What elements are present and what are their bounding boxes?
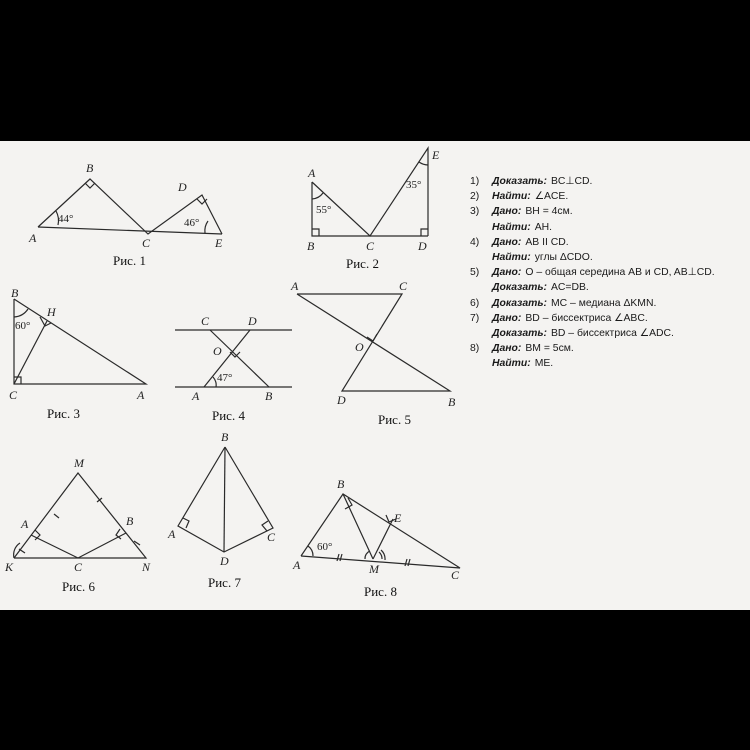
fig4-label-d: D xyxy=(248,314,257,328)
fig1-label-b: B xyxy=(86,161,94,175)
task-keyword: Дано: xyxy=(492,343,522,355)
task-continuation xyxy=(470,280,745,295)
fig1-label-a: A xyxy=(29,231,37,245)
fig6-label-m: M xyxy=(74,456,84,470)
fig8-label-e: E xyxy=(394,511,402,525)
figure-3 xyxy=(9,286,146,421)
fig6-label-b: B xyxy=(126,514,134,528)
fig2-angle-a: 55° xyxy=(316,204,332,216)
fig7-caption: Рис. 7 xyxy=(208,575,241,590)
task-keyword: Найти: xyxy=(492,252,531,264)
fig3-label-c: C xyxy=(9,388,18,402)
task-keyword: Дано: xyxy=(492,312,522,324)
figure-1 xyxy=(28,161,223,268)
fig7-label-a: A xyxy=(168,527,176,541)
fig2-label-c: C xyxy=(366,239,375,253)
fig4-label-a: A xyxy=(192,389,200,403)
figure-8 xyxy=(292,477,460,599)
fig8-label-b: B xyxy=(337,477,345,491)
task-text: AH. xyxy=(534,221,553,233)
task-keyword: Доказать: xyxy=(492,282,547,294)
fig6-label-k: K xyxy=(5,560,14,574)
fig1-caption: Рис. 1 xyxy=(113,253,146,268)
fig2-label-b: B xyxy=(307,239,315,253)
task-text: ∠ACE. xyxy=(534,191,569,203)
fig2-label-e: E xyxy=(432,148,440,162)
task-number: 8) xyxy=(470,343,480,355)
task-item xyxy=(470,189,745,204)
task-number: 5) xyxy=(470,267,480,279)
fig4-label-b: B xyxy=(265,389,273,403)
task-text: O – общая середина AB и CD, AB⊥CD. xyxy=(525,267,715,279)
task-keyword: Найти: xyxy=(492,358,531,370)
task-item xyxy=(470,235,745,250)
task-number: 4) xyxy=(470,236,480,248)
task-list xyxy=(470,174,745,372)
fig7-label-b: B xyxy=(221,430,229,444)
fig6-label-n: N xyxy=(142,560,151,574)
fig6-caption: Рис. 6 xyxy=(62,579,95,594)
fig5-label-d: D xyxy=(337,393,346,407)
worksheet-page xyxy=(0,141,750,610)
task-number: 7) xyxy=(470,312,480,324)
task-text: ME. xyxy=(534,358,554,370)
fig1-label-d: D xyxy=(178,180,187,194)
fig1-angle-e: 46° xyxy=(184,217,200,229)
fig3-caption: Рис. 3 xyxy=(47,406,80,421)
task-text: BC⊥CD. xyxy=(550,176,593,187)
fig3-label-b: B xyxy=(11,286,19,300)
task-keyword: Дано: xyxy=(492,206,522,218)
task-continuation xyxy=(470,250,745,265)
task-continuation xyxy=(470,220,745,235)
fig8-label-m: M xyxy=(369,562,379,576)
fig5-label-o: O xyxy=(355,340,364,354)
fig7-label-d: D xyxy=(220,554,229,568)
fig7-label-c: C xyxy=(267,530,276,544)
fig4-angle: 47° xyxy=(217,372,233,384)
task-text: BD – биссектриса ∠ADC. xyxy=(550,328,674,340)
task-text: BH = 4см. xyxy=(525,206,573,218)
task-keyword: Найти: xyxy=(492,221,531,233)
task-item xyxy=(470,174,745,189)
fig3-angle-b: 60° xyxy=(15,320,31,332)
fig2-caption: Рис. 2 xyxy=(346,256,379,271)
task-keyword: Доказать: xyxy=(492,297,547,309)
task-number: 3) xyxy=(470,206,480,218)
figure-5 xyxy=(290,279,456,427)
task-text: BD – биссектриса ∠ABC. xyxy=(525,312,648,324)
task-item xyxy=(470,265,745,280)
fig5-label-c: C xyxy=(399,279,408,293)
task-item xyxy=(470,341,745,356)
fig5-caption: Рис. 5 xyxy=(378,412,411,427)
fig1-label-e: E xyxy=(215,236,223,250)
fig5-label-a: A xyxy=(291,279,299,293)
task-continuation xyxy=(470,356,745,371)
task-keyword: Доказать: xyxy=(492,328,547,340)
fig8-caption: Рис. 8 xyxy=(364,584,397,599)
fig1-label-c: C xyxy=(142,236,151,250)
fig4-label-c: C xyxy=(201,314,210,328)
task-text: углы ΔCDO. xyxy=(534,252,593,264)
fig8-label-c: C xyxy=(451,568,460,582)
task-keyword: Найти: xyxy=(492,191,531,203)
fig3-label-h: H xyxy=(47,305,56,319)
fig6-label-a: A xyxy=(21,517,29,531)
task-number: 1) xyxy=(470,176,480,187)
task-keyword: Доказать: xyxy=(492,176,547,187)
fig6-label-c: C xyxy=(74,560,83,574)
task-item xyxy=(470,311,745,326)
task-text: MC – медиана ΔKMN. xyxy=(550,297,657,309)
fig2-label-d: D xyxy=(418,239,427,253)
task-keyword: Дано: xyxy=(492,267,522,279)
figure-2 xyxy=(307,148,440,271)
task-number: 2) xyxy=(470,191,480,203)
task-text: AB II CD. xyxy=(525,236,569,248)
task-text: AC=DB. xyxy=(550,282,589,294)
task-text: BM = 5см. xyxy=(525,343,574,355)
fig1-angle-a: 44° xyxy=(58,213,74,225)
fig8-label-a: A xyxy=(293,558,301,572)
figure-6 xyxy=(4,456,151,594)
task-item xyxy=(470,296,745,311)
fig2-angle-e: 35° xyxy=(406,179,422,191)
task-number: 6) xyxy=(470,297,480,309)
fig4-caption: Рис. 4 xyxy=(212,408,245,423)
task-keyword: Дано: xyxy=(492,236,522,248)
task-continuation xyxy=(470,326,745,341)
figure-7 xyxy=(167,430,276,590)
figure-4 xyxy=(175,314,292,423)
fig8-angle: 60° xyxy=(317,541,333,553)
fig4-label-o: O xyxy=(213,344,222,358)
fig2-label-a: A xyxy=(308,166,316,180)
fig5-label-b: B xyxy=(448,395,456,409)
task-item xyxy=(470,204,745,219)
fig3-label-a: A xyxy=(137,388,145,402)
